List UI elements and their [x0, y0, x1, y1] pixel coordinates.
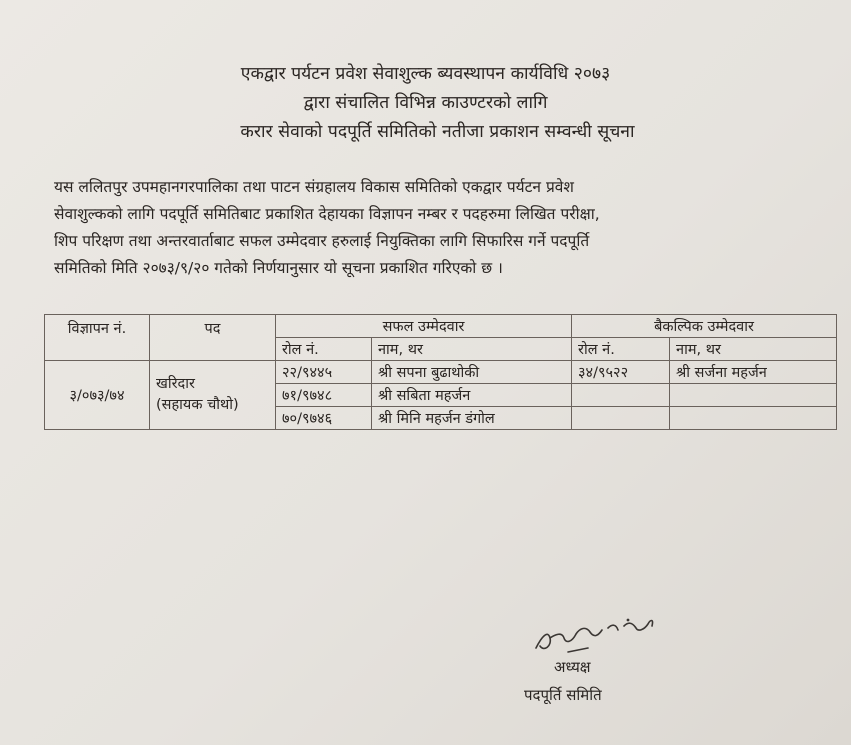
table-row	[45, 361, 837, 384]
subheader-alternate-name: नाम, थर	[670, 338, 837, 361]
cell-successful-name: श्री सपना बुढाथोकी	[372, 361, 572, 384]
cell-alternate-name-empty	[670, 384, 837, 407]
cell-alternate-roll-empty	[572, 407, 670, 430]
header-ad-no: विज्ञापन नं.	[45, 315, 150, 361]
cell-successful-roll: ७०/९७४६	[276, 407, 372, 430]
notice-body-line2: सेवाशुल्कको लागि पदपूर्ति समितिबाट प्रकाशित देहायका विज्ञापन नम्बर र पदहरुमा लिखित परीक्षा,	[54, 205, 600, 223]
notice-heading-line1: एकद्वार पर्यटन प्रवेश सेवाशुल्क ब्यवस्थापन कार्यविधि २०७३	[240, 64, 611, 84]
post-name: खरिदार	[156, 376, 195, 392]
result-table	[44, 314, 837, 430]
cell-ad-no: ३/०७३/७४	[45, 361, 150, 430]
subheader-successful-name: नाम, थर	[372, 338, 572, 361]
cell-alternate-name-empty	[670, 407, 837, 430]
notice-body-line4: समितिको मिति २०७३/९/२० गतेको निर्णयानुसार यो सूचना प्रकाशित गरिएको छ ।	[54, 259, 503, 277]
header-post: पद	[150, 315, 276, 361]
handwritten-signature	[528, 608, 668, 660]
subheader-alternate-roll: रोल नं.	[572, 338, 670, 361]
cell-successful-name: श्री मिनि महर्जन डंगोल	[372, 407, 572, 430]
post-subtitle: (सहायक चौथो)	[156, 397, 239, 413]
header-successful: सफल उम्मेदवार	[276, 315, 572, 338]
cell-successful-roll: २२/९४४५	[276, 361, 372, 384]
signatory-title: अध्यक्ष	[554, 658, 591, 676]
cell-alternate-roll-empty	[572, 384, 670, 407]
signatory-committee: पदपूर्ति समिति	[524, 686, 602, 704]
notice-heading-line2: द्वारा संचालित विभिन्न काउण्टरको लागि	[303, 93, 548, 113]
notice-body-line3: शिप परिक्षण तथा अन्तरवार्ताबाट सफल उम्मेदवार हरुलाई नियुक्तिका लागि सिफारिस गर्ने पदपूर्ति	[54, 232, 590, 250]
cell-successful-name: श्री सबिता महर्जन	[372, 384, 572, 407]
cell-post	[150, 361, 276, 430]
cell-alternate-roll: ३४/९५२२	[572, 361, 670, 384]
table-header-row	[45, 315, 837, 338]
notice-body-line1: यस ललितपुर उपमहानगरपालिका तथा पाटन संग्रहालय विकास समितिको एकद्वार पर्यटन प्रवेश	[54, 178, 574, 196]
notice-heading-line3: करार सेवाको पदपूर्ति समितिको नतीजा प्रकाशन सम्वन्धी सूचना	[240, 122, 635, 142]
header-alternate: बैकल्पिक उम्मेदवार	[572, 315, 837, 338]
cell-alternate-name: श्री सर्जना महर्जन	[670, 361, 837, 384]
subheader-successful-roll: रोल नं.	[276, 338, 372, 361]
cell-successful-roll: ७१/९७४८	[276, 384, 372, 407]
